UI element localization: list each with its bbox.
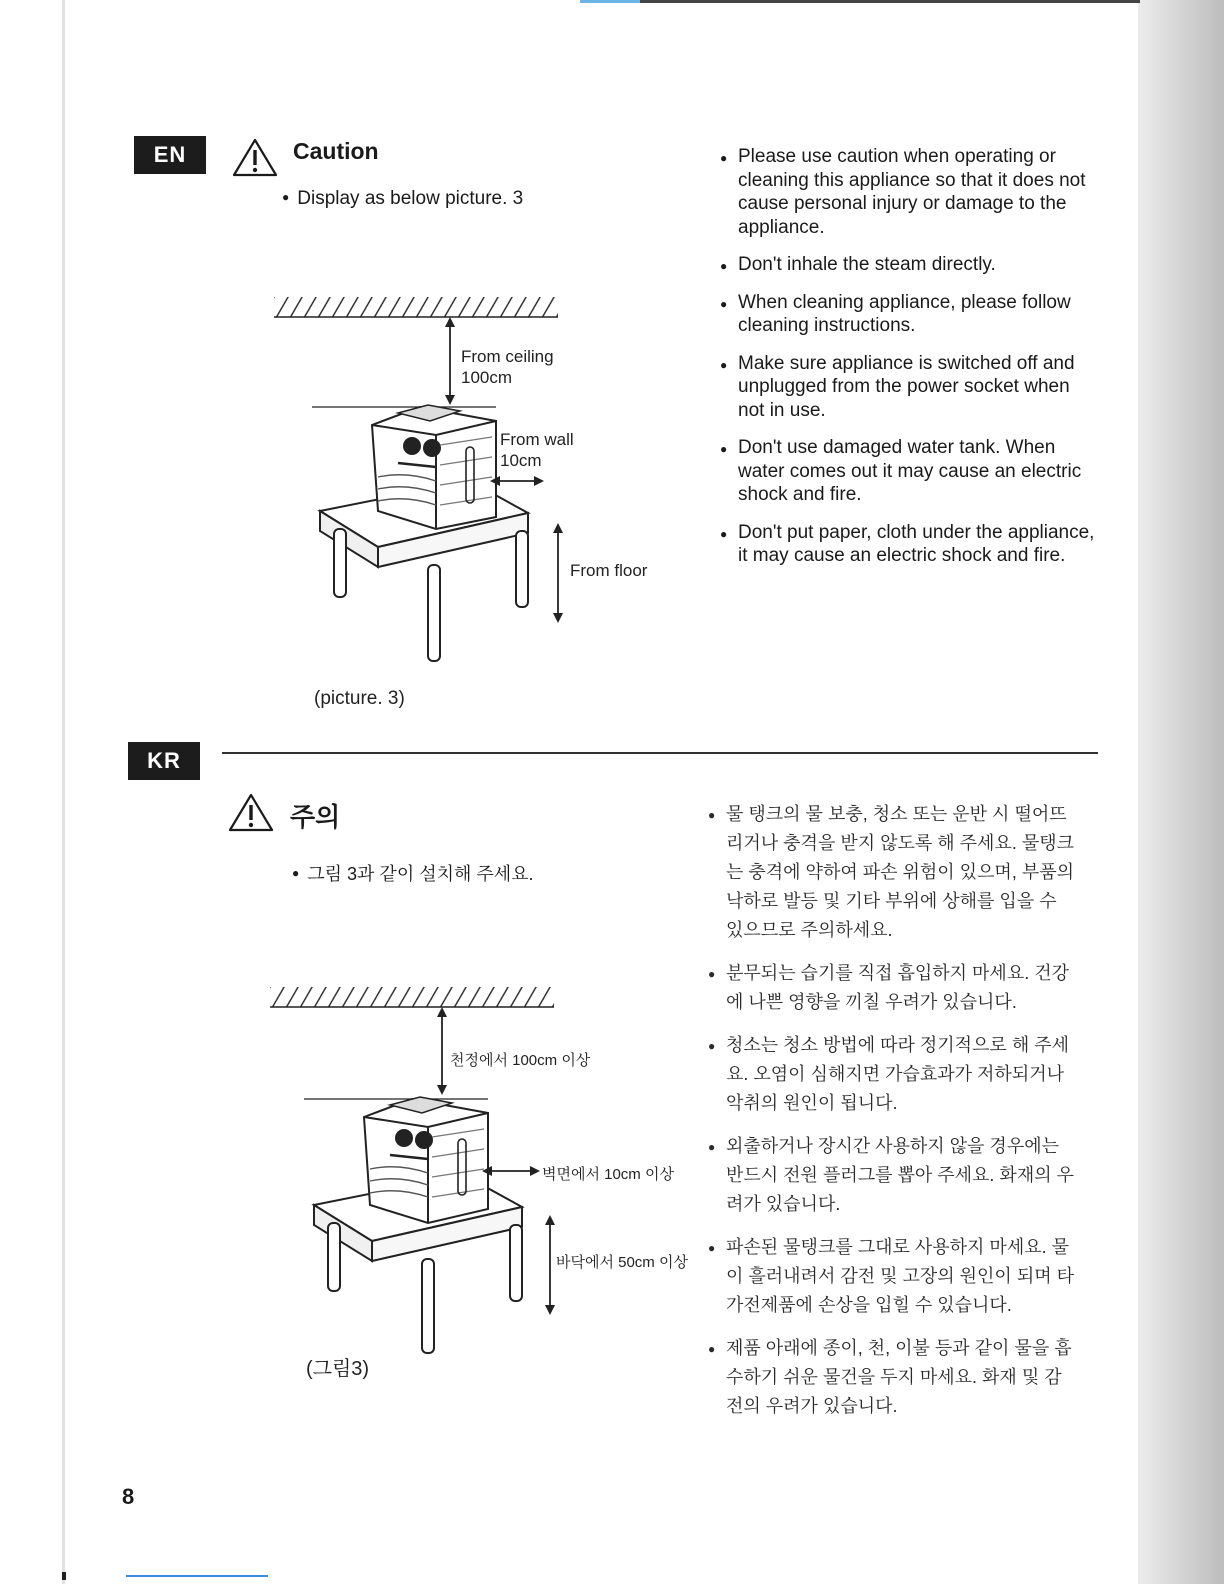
label-from-ceiling-text: From ceiling [461,347,554,366]
caution-heading-en: Caution [293,138,379,164]
floor-distance-arrow [553,523,563,623]
intro-bullet-kr-text: 그림 3과 같이 설치해 주세요. [307,864,534,884]
caution-item-kr-1: ● 물 탱크의 물 보충, 청소 또는 운반 시 떨어뜨리거나 충격을 받지 않도록 해 주세요. 물탱크는 충격에 약하여 파손 위험이 있으며, 부품의 낙하로 발등 및 기타 부위에 상해를 입을 수 있으므로 주의하세요. [708,800,1078,945]
humidifier-drawing [372,405,496,529]
figure-caption-kr: (그림3) [306,1358,370,1380]
section-divider [222,752,1098,754]
scan-edge-left [62,0,65,1584]
caution-item-kr-6: ● 제품 아래에 종이, 천, 이불 등과 같이 물을 흡수하기 쉬운 물건을 두지 마세요. 화재 및 감전의 우려가 있습니다. [708,1334,1078,1421]
caution-item-en-1: ● Please use caution when operating or cleaning this appliance so that it does not cause personal injury or damage to the appliance. [720,145,1100,239]
language-badge-en: EN [134,136,206,174]
caution-item-en-5: ● Don't use damaged water tank. When water comes out it may cause an electric shock and fire. [720,436,1100,507]
label-ceiling-distance: 100cm [461,368,513,387]
scan-edge-right [1138,0,1224,1584]
caution-item-en-3: ● When cleaning appliance, please follow cleaning instructions. [720,291,1100,338]
caution-item-kr-5: ● 파손된 물탱크를 그대로 사용하지 마세요. 물이 흘러내려서 감전 및 고장의 원인이 되며 타 가전제품에 손상을 입힐 수 있습니다. [708,1233,1078,1320]
page-number: 8 [122,1484,135,1509]
intro-bullet-en [282,188,523,210]
scan-edge-bottom-blue [126,1575,268,1577]
caution-item-kr-3: ● 청소는 청소 방법에 따라 정기적으로 해 주세요. 오염이 심해지면 가습효과가 저하되거나 악취의 원인이 됩니다. [708,1031,1078,1118]
wall-distance-arrow [490,476,544,486]
label-from-floor-en: From floor [570,561,648,580]
caution-item-kr-4: ● 외출하거나 장시간 사용하지 않을 경우에는 반드시 전원 플러그를 뽑아 주세요. 화재의 우려가 있습니다. [708,1132,1078,1219]
installation-diagram-kr [256,975,576,1360]
scan-edge-top [580,0,1140,3]
humidifier-drawing [364,1097,488,1223]
caution-list-en [720,145,1100,582]
label-wall-distance: 10cm [500,451,542,470]
warning-triangle-icon [232,137,278,177]
intro-bullet-en-text: Display as below picture. 3 [297,188,524,209]
label-from-wall-en [500,429,574,471]
wall-distance-arrow [482,1166,540,1176]
language-badge-kr: KR [128,742,200,780]
ceiling-hatch [270,987,554,1007]
caution-list-kr [708,800,1078,1435]
intro-bullet-kr [292,860,534,886]
label-from-floor-kr: 바닥에서 50cm 이상 [556,1254,688,1271]
installation-diagram-en [260,285,580,670]
figure-caption-en: (picture. 3) [314,688,405,709]
label-from-ceiling-kr: 천정에서 100cm 이상 [450,1052,591,1069]
warning-triangle-icon [228,792,274,832]
caution-item-en-2: ● Don't inhale the steam directly. [720,253,1100,277]
caution-item-en-6: ● Don't put paper, cloth under the appliance, it may cause an electric shock and fire. [720,521,1100,568]
scan-edge-top-blue [580,0,640,3]
label-from-wall-kr: 벽면에서 10cm 이상 [542,1166,674,1183]
ceiling-hatch [274,297,558,317]
scan-edge-bottom-mark [62,1572,66,1580]
ceiling-distance-arrow [437,1007,447,1095]
floor-distance-arrow [545,1215,555,1315]
ceiling-distance-arrow [445,317,455,405]
caution-item-kr-2: ● 분무되는 습기를 직접 흡입하지 마세요. 건강에 나쁜 영향을 끼칠 우려가 있습니다. [708,959,1078,1017]
caution-heading-kr: 주의 [290,802,341,832]
caution-item-en-4: ● Make sure appliance is switched off and unplugged from the power socket when not in use. [720,352,1100,423]
label-from-ceiling-en [461,346,554,388]
label-from-wall-text: From wall [500,430,574,449]
